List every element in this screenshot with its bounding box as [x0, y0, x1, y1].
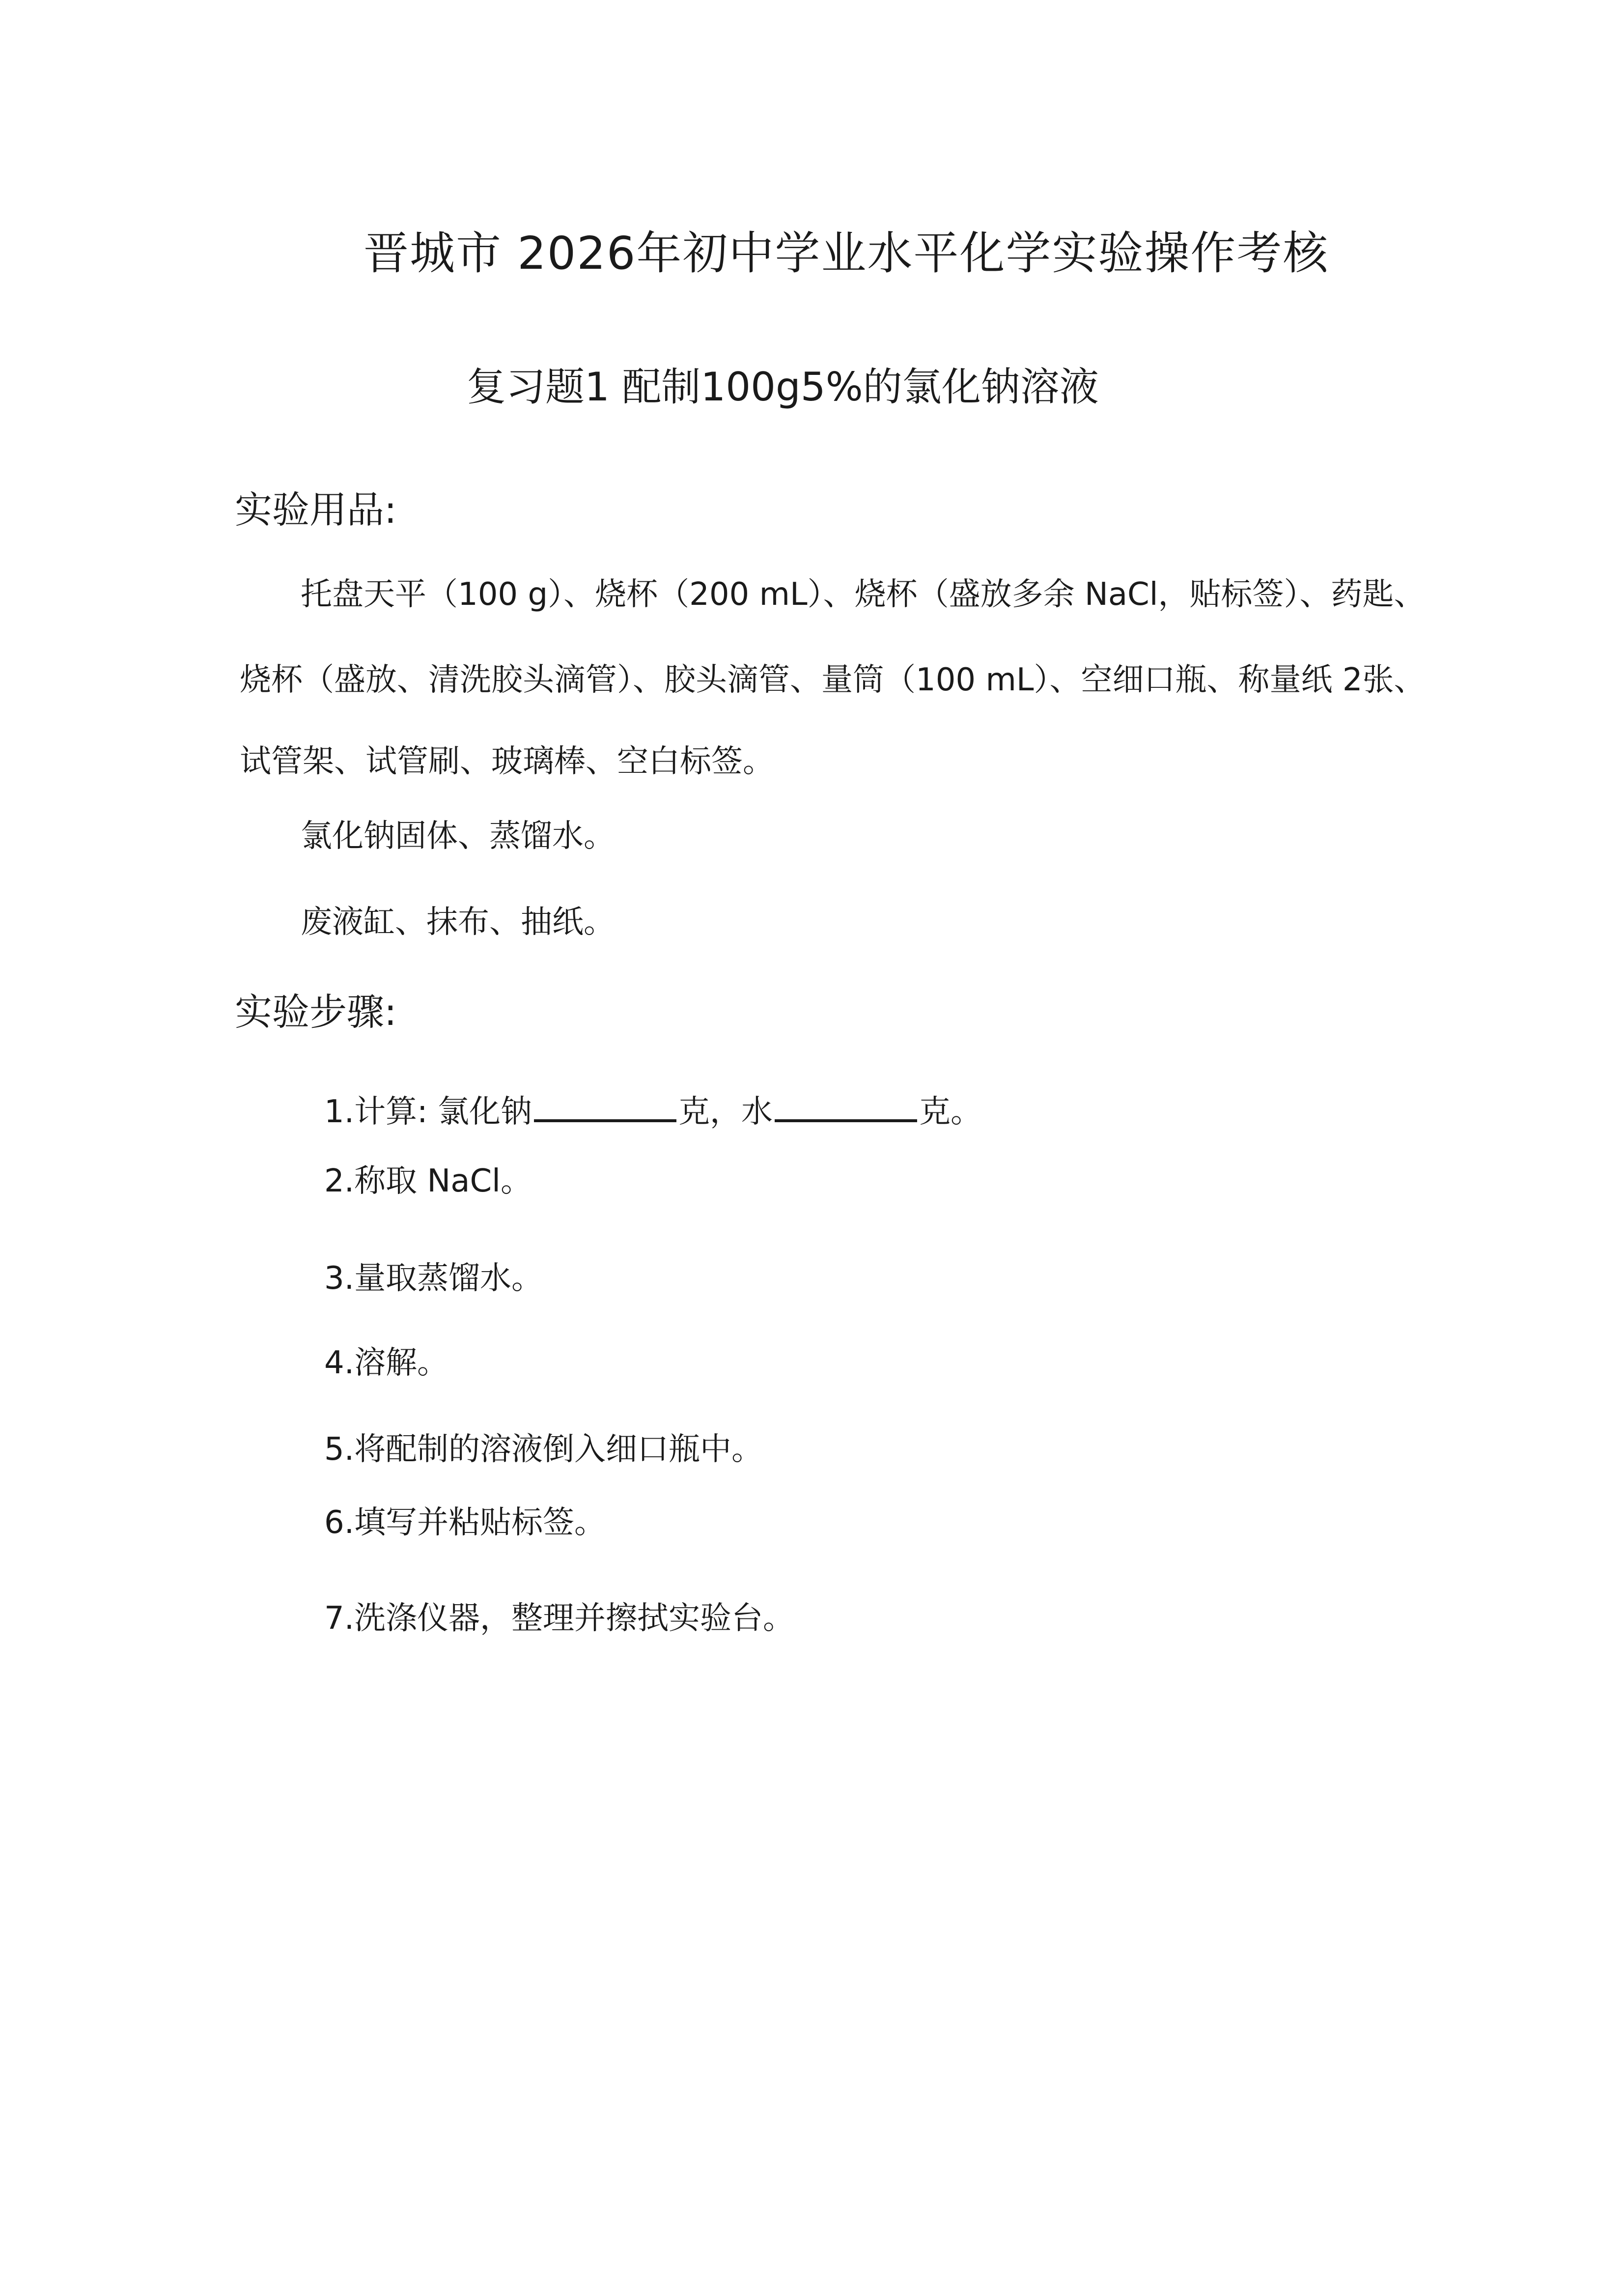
step-1-middle: 克，水 — [678, 1094, 773, 1130]
steps-heading: 实验步骤: — [235, 990, 397, 1034]
step-7-clean: 7.洗涤仪器，整理并擦拭实验台。 — [324, 1600, 795, 1637]
step-3-measure-water: 3.量取蒸馏水。 — [324, 1260, 543, 1297]
step-2-weigh: 2.称取 NaCl。 — [324, 1163, 532, 1199]
nacl-mass-blank[interactable] — [534, 1092, 676, 1122]
exercise-subtitle: 复习题1 配制100g5%的氯化钠溶液 — [467, 364, 1099, 410]
materials-heading: 实验用品: — [235, 488, 397, 532]
materials-line-3: 试管架、试管刷、玻璃棒、空白标签。 — [240, 743, 774, 780]
step-1-suffix: 克。 — [919, 1094, 982, 1130]
step-6-label: 6.填写并粘贴标签。 — [324, 1504, 606, 1541]
materials-line-5: 废液缸、抹布、抽纸。 — [301, 904, 615, 940]
materials-line-1: 托盘天平（100 g）、烧杯（200 mL）、烧杯（盛放多余 NaCl，贴标签）、药匙、 — [301, 576, 1426, 613]
step-5-pour: 5.将配制的溶液倒入细口瓶中。 — [324, 1431, 763, 1468]
step-4-dissolve: 4.溶解。 — [324, 1345, 449, 1381]
step-1-prefix: 1.计算: 氯化钠 — [324, 1094, 532, 1130]
water-mass-blank[interactable] — [775, 1092, 917, 1122]
materials-line-4: 氯化钠固体、蒸馏水。 — [301, 818, 615, 854]
document-title: 晋城市 2026年初中学业水平化学实验操作考核 — [364, 227, 1329, 280]
step-1-calculate — [324, 1092, 982, 1128]
materials-line-2: 烧杯（盛放、清洗胶头滴管）、胶头滴管、量筒（100 mL）、空细口瓶、称量纸 2张、 — [240, 662, 1426, 698]
